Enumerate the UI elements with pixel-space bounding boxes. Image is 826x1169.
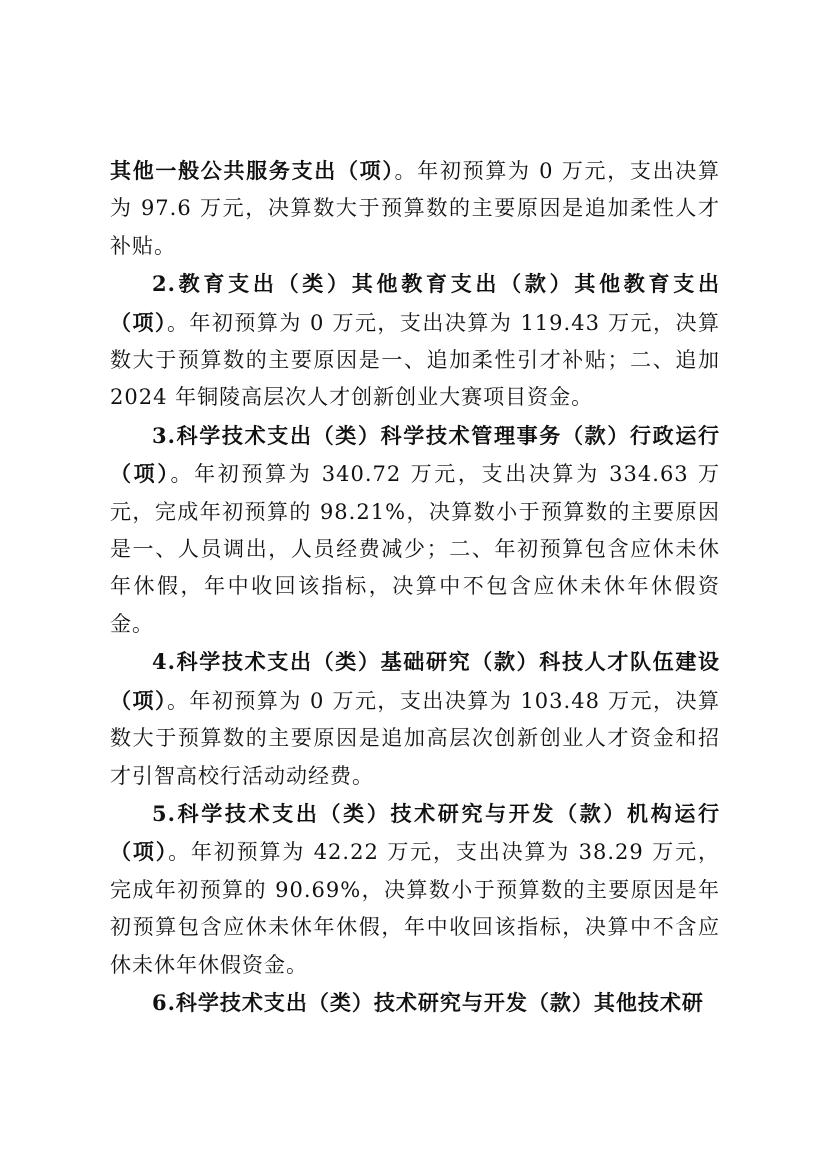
paragraph-3 — [110, 417, 720, 643]
paragraph-2 — [110, 265, 720, 417]
paragraph-1-heading: 其他一般公共服务支出（项） — [110, 158, 395, 183]
paragraph-5 — [110, 795, 720, 984]
paragraph-6-heading: 6.科学技术支出（类）技术研究与开发（款）其他技术研 — [152, 989, 704, 1015]
paragraph-5-text: 。年初预算为 42.22 万元，支出决算为 38.29 万元，完成年初预算的 90.69%，决算数小于预算数的主要原因是年初预算包含应休未休年休假，年中收回该指标，决算中不含应休未休年休假资金。 — [110, 840, 721, 977]
paragraph-4 — [110, 643, 720, 795]
paragraph-5-heading: 5.科学技术支出（类）技术研究与开发（款）机构运行（项） — [110, 800, 720, 865]
paragraph-1 — [110, 152, 720, 265]
document-body — [110, 152, 720, 1022]
paragraph-1-text: 。年初预算为 0 万元，支出决算为 97.6 万元，决算数大于预算数的主要原因是追加柔性人才补贴。 — [110, 159, 720, 258]
paragraph-4-text: 。年初预算为 0 万元，支出决算为 103.48 万元，决算数大于预算数的主要原因是追加高层次创新创业人才资金和招才引智高校行活动动经费。 — [110, 688, 720, 788]
paragraph-6 — [110, 984, 720, 1022]
paragraph-3-heading: 3.科学技术支出（类）科学技术管理事务（款）行政运行（项） — [110, 422, 720, 487]
paragraph-2-text: 。年初预算为 0 万元，支出决算为 119.43 万元，决算数大于预算数的主要原因是一、追加柔性引才补贴；二、追加2024 年铜陵高层次人才创新创业大赛项目资金。 — [110, 310, 720, 410]
paragraph-4-heading: 4.科学技术支出（类）基础研究（款）科技人才队伍建设（项） — [110, 649, 720, 713]
paragraph-3-text: 。年初预算为 340.72 万元，支出决算为 334.63 万元，完成年初预算的 98.21%，决算数小于预算数的主要原因是一、人员调出，人员经费减少；二、年初预算包含应休未休年休假，年中收回该指标，决算中不包含应休未休年休假资金。 — [110, 462, 720, 636]
paragraph-2-heading: 2.教育支出（类）其他教育支出（款）其他教育支出（项） — [110, 271, 720, 335]
